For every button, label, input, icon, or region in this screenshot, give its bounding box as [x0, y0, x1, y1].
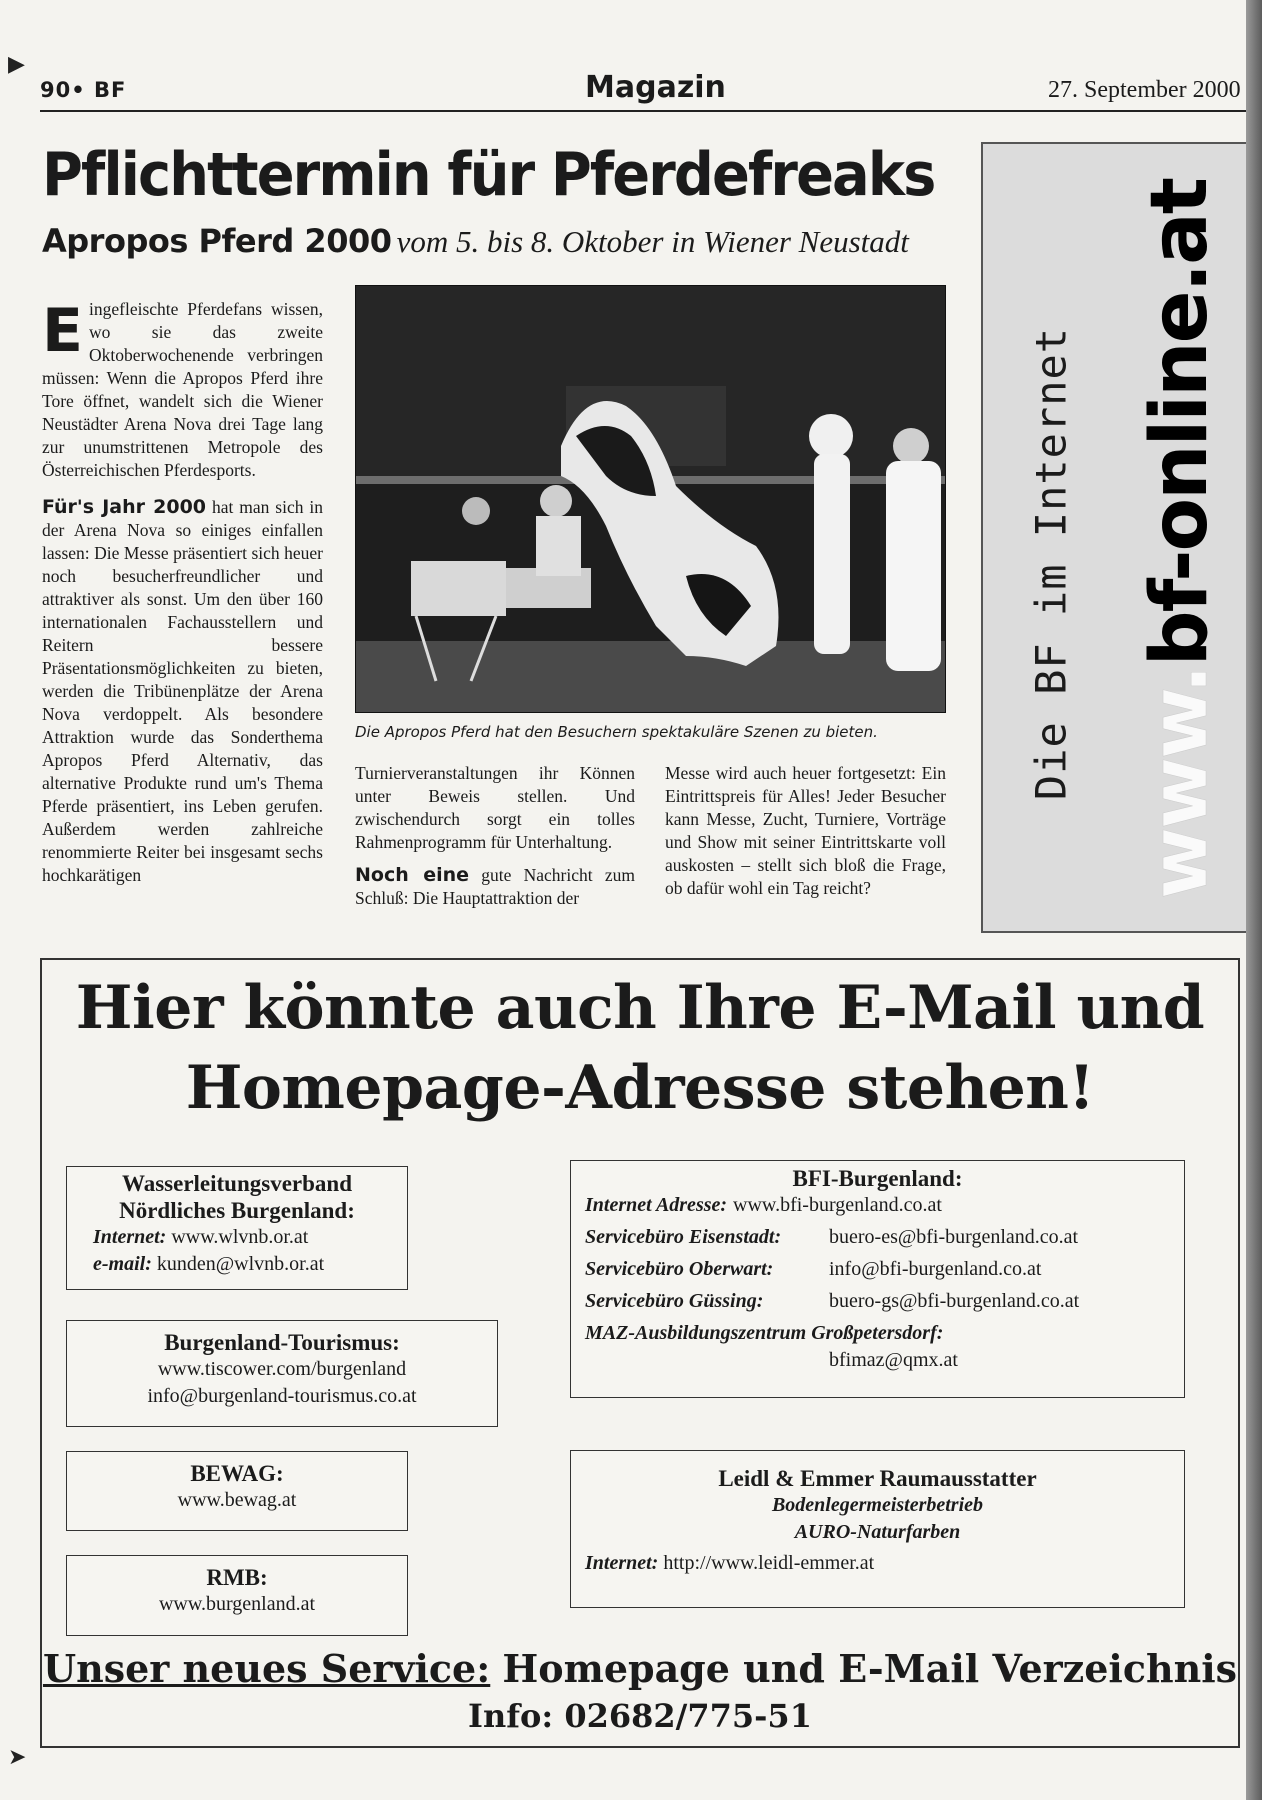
listing-title: Nördliches Burgenland:: [119, 1198, 355, 1223]
paragraph-text: gute Nachricht zum Schluß: Die Hauptattraktion der: [355, 865, 635, 908]
margin-arrow-icon: ▶: [8, 52, 25, 77]
lead-in: Noch eine: [355, 864, 470, 886]
link[interactable]: info@bfi-burgenland.co.at: [829, 1258, 1042, 1280]
service-phone: Info: 02682/775-51: [468, 1697, 812, 1735]
link[interactable]: kunden@wlvnb.or.at: [156, 1253, 325, 1275]
header-rule: [40, 110, 1258, 112]
subhead-dates: vom 5. bis 8. Oktober in Wiener Neustadt: [396, 224, 909, 259]
listing-title: Burgenland-Tourismus:: [164, 1330, 400, 1355]
banner-url-domain: bf-online.at: [1135, 178, 1225, 667]
service-text: Homepage und E-Mail Verzeichnis: [502, 1646, 1238, 1691]
link[interactable]: www.bewag.at: [177, 1489, 297, 1511]
listing-leidl-emmer: [570, 1450, 1185, 1608]
subhead-event: Apropos Pferd 2000: [42, 222, 392, 260]
label: Servicebüro Güssing:: [585, 1290, 764, 1312]
link[interactable]: www.tiscower.com/burgenland: [157, 1358, 407, 1380]
listing-bewag: [66, 1451, 408, 1531]
article-headline: Pflichttermin für Pferdefreaks: [42, 140, 935, 210]
bf-online-banner: [981, 142, 1254, 933]
label: Internet:: [93, 1226, 167, 1248]
label: Internet:: [585, 1552, 659, 1574]
listing-tourismus: [66, 1320, 498, 1427]
ad-headline: [40, 968, 1240, 1128]
article-paragraph: [42, 496, 323, 887]
link[interactable]: www.wlvnb.or.at: [171, 1226, 309, 1248]
article-subhead: [42, 222, 909, 260]
listing-subtitle: AURO-Naturfarben: [794, 1521, 961, 1543]
article-photo: [355, 285, 946, 713]
listing-line: [77, 1251, 397, 1278]
paragraph-text: Messe wird auch heuer fortgesetzt: Ein Eintrittspreis für Alles! Jeder Besucher kann Messe, Zucht, Turniere, Vorträge und Show mit seiner Eintrittskarte voll auskosten – stellt sich bloß die Frage, ob dafür wohl ein Tag reicht?: [665, 763, 946, 898]
listing-line: [77, 1224, 397, 1251]
banner-tagline: Die BF im Internet: [1026, 326, 1076, 801]
link[interactable]: www.bfi-burgenland.co.at: [733, 1194, 942, 1216]
banner-url-prefix: www.: [1135, 666, 1225, 900]
page-number: 90• BF: [40, 78, 127, 102]
label: Servicebüro Oberwart:: [585, 1258, 774, 1280]
label: MAZ-Ausbildungszentrum Großpetersdorf:: [585, 1322, 944, 1344]
label: Servicebüro Eisenstadt:: [585, 1226, 782, 1248]
article-column-2: [355, 762, 635, 910]
listing-title: BFI-Burgenland:: [792, 1166, 963, 1191]
listing-bfi: [570, 1160, 1185, 1398]
lead-in: Für's Jahr 2000: [42, 496, 207, 518]
article-paragraph: [42, 298, 323, 482]
label: Internet Adresse:: [585, 1194, 728, 1216]
photo-caption: Die Apropos Pferd hat den Besuchern spektakuläre Szenen zu bieten.: [355, 723, 878, 741]
listing-wlv: [66, 1166, 408, 1290]
listing-title: RMB:: [206, 1565, 268, 1590]
listing-line: [585, 1288, 1170, 1315]
paragraph-text: hat man sich in der Arena Nova so einiges einfallen lassen: Die Messe präsentiert sich heuer noch besucherfreundlicher und attraktiver als sonst. Um den über 160 internationalen Fachausstellern und Reitern bessere Präsentationsmöglichkeiten zu bieten, werden die Tribünenplätze der Arena Nova verdoppelt. Als besondere Attraktion wurde das Sonderthema Apropos Pferd Alternativ, das alternative Produkte rund um's Thema Pferde präsentiert, ins Leben gerufen. Außerdem werden zahlreiche renommierte Reiter bei insgesamt sechs hochkarätigen: [42, 497, 324, 885]
listing-line: [585, 1192, 1170, 1219]
drop-cap: E: [42, 296, 83, 366]
listing-line: [585, 1224, 1170, 1251]
link[interactable]: www.burgenland.at: [158, 1593, 316, 1615]
link[interactable]: buero-gs@bfi-burgenland.co.at: [829, 1290, 1080, 1312]
paragraph-text: ingefleischte Pferdefans wissen, wo sie das zweite Oktoberwochenende verbringen müssen: Wenn die Apropos Pferd ihre Tore öffnet, wandelt sich die Wiener Neustädter Arena Nova drei Tage lang zur unumstrittenen Metropole des Österreichischen Pferdesports.: [42, 299, 323, 480]
listing-line: [585, 1550, 1170, 1577]
ad-headline-line: Homepage-Adresse stehen!: [185, 1053, 1095, 1123]
service-label: Unser neues Service:: [42, 1646, 491, 1691]
banner-url: [1130, 159, 1230, 919]
listing-line: [585, 1256, 1170, 1283]
horse-show-photo: [356, 286, 946, 713]
service-footer: [40, 1646, 1240, 1691]
link[interactable]: info@burgenland-tourismus.co.at: [147, 1385, 417, 1407]
ad-headline-line: Hier könnte auch Ihre E-Mail und: [75, 973, 1205, 1043]
paragraph-text: Turnierveranstaltungen ihr Können unter Beweis stellen. Und zwischendurch sorgt ein tolles Rahmenprogramm für Unterhaltung.: [355, 763, 635, 852]
listing-title: BEWAG:: [190, 1461, 284, 1486]
page-edge-shadow: [1246, 0, 1262, 1800]
article-column-1: [42, 298, 323, 887]
listing-subtitle: Bodenlegermeisterbetrieb: [771, 1494, 984, 1516]
listing-title: Wasserleitungsverband: [121, 1171, 353, 1196]
link[interactable]: bfimaz@qmx.at: [829, 1349, 958, 1371]
link[interactable]: buero-es@bfi-burgenland.co.at: [829, 1226, 1079, 1248]
listing-title: Leidl & Emmer Raumausstatter: [718, 1466, 1037, 1491]
issue-date: 27. September 2000: [1048, 77, 1241, 103]
link[interactable]: http://www.leidl-emmer.at: [663, 1552, 875, 1574]
label: e-mail:: [93, 1253, 152, 1275]
section-title: Magazin: [585, 70, 726, 105]
article-column-3: [665, 762, 946, 900]
listing-rmb: [66, 1555, 408, 1636]
margin-arrow-icon: ➤: [8, 1745, 27, 1770]
article-paragraph: [355, 864, 635, 910]
